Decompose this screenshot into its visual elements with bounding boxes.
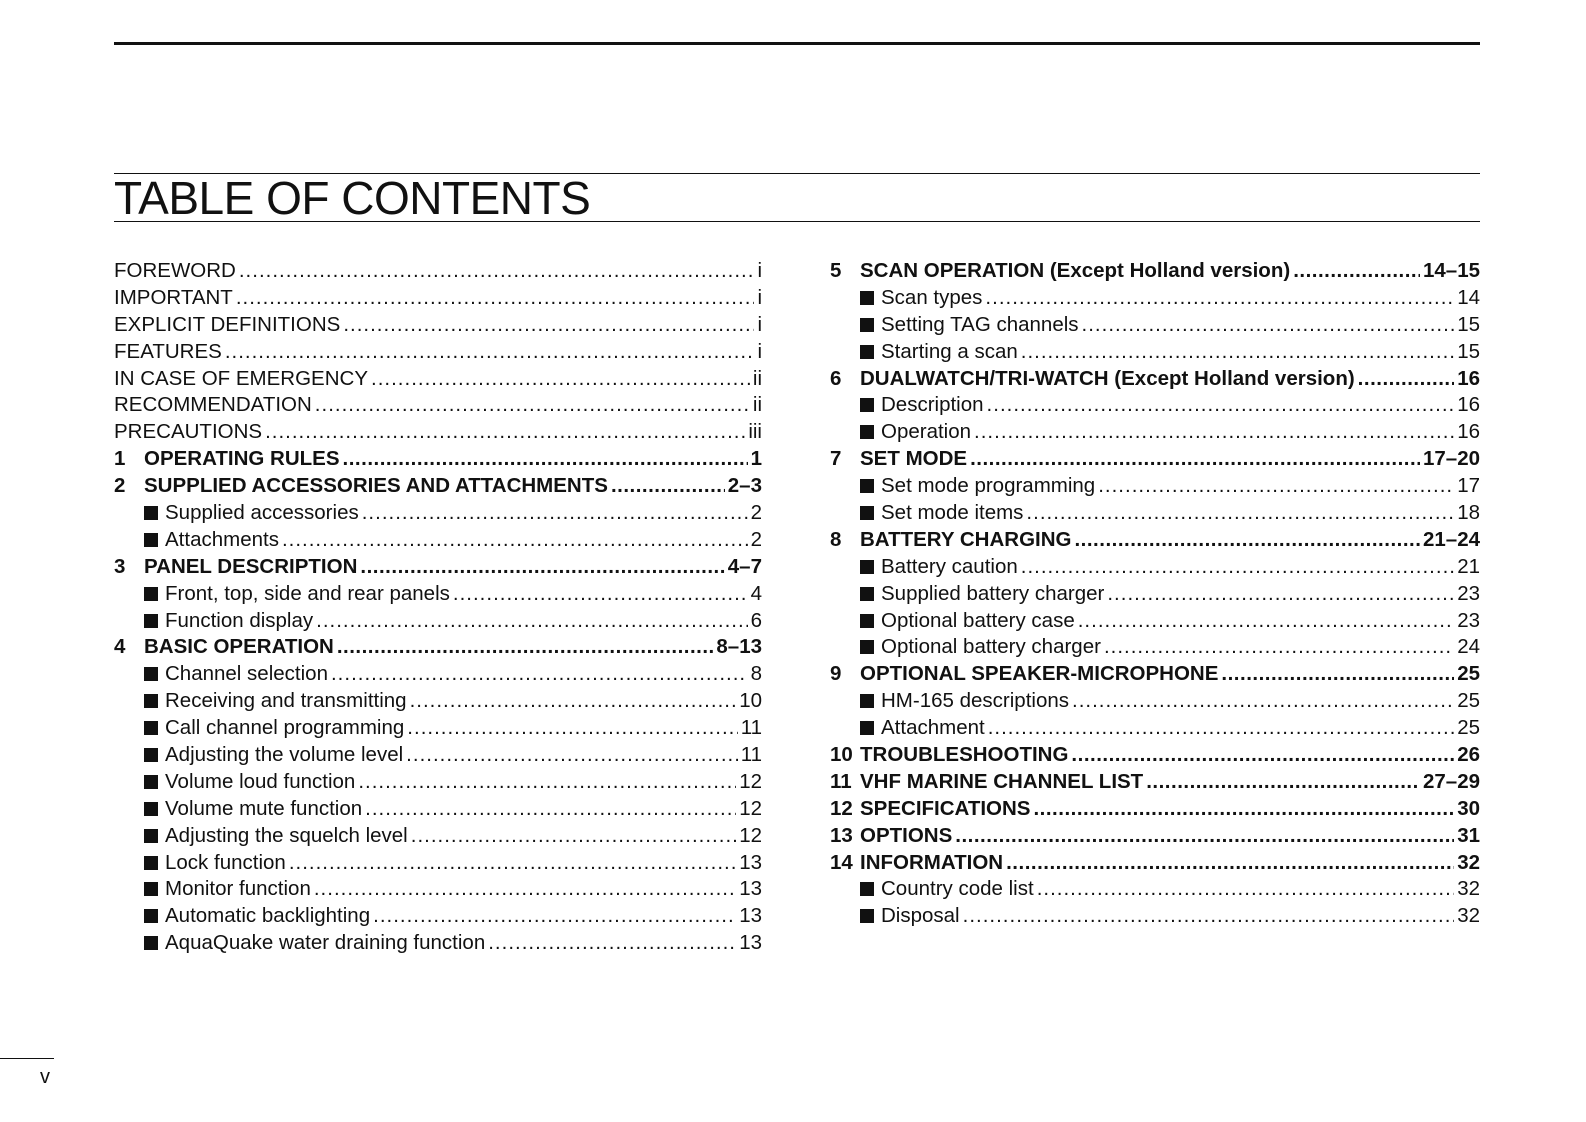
entry-label: Country code list [881, 877, 1034, 901]
page-ref: 17 [1457, 474, 1480, 498]
page-ref: 6 [750, 608, 762, 632]
toc-subentry[interactable] [114, 500, 762, 527]
toc-entry[interactable] [114, 473, 762, 500]
section-number: 10 [830, 743, 853, 767]
toc-entry[interactable] [114, 634, 762, 661]
toc-entry[interactable] [114, 419, 762, 446]
square-bullet-icon [144, 748, 158, 762]
page-ref: 25 [1457, 689, 1480, 713]
toc-entry[interactable] [114, 366, 762, 393]
dot-leader [343, 312, 754, 339]
toc-subentry[interactable] [830, 392, 1480, 419]
entry-label: BASIC OPERATION [144, 635, 334, 659]
square-bullet-icon [144, 936, 158, 950]
square-bullet-icon [860, 694, 874, 708]
toc-subentry[interactable] [114, 742, 762, 769]
dot-leader [1221, 661, 1454, 688]
page-ref: 18 [1457, 501, 1480, 525]
entry-label: OPERATING RULES [144, 447, 340, 471]
entry-label: Supplied accessories [165, 501, 359, 525]
toc-subentry[interactable] [114, 688, 762, 715]
dot-leader [373, 903, 736, 930]
square-bullet-icon [144, 882, 158, 896]
page-ref: 13 [739, 877, 762, 901]
dot-leader [963, 903, 1455, 930]
entry-label: Operation [881, 420, 972, 444]
entry-label: DUALWATCH/TRI-WATCH (Except Holland version) [860, 366, 1355, 390]
page-ref: ii [752, 393, 762, 417]
page-ref: 14 [1457, 285, 1480, 309]
entry-label: PANEL DESCRIPTION [144, 554, 358, 578]
square-bullet-icon [144, 506, 158, 520]
dot-leader [974, 419, 1454, 446]
toc-subentry[interactable] [830, 285, 1480, 312]
toc-subentry[interactable] [830, 688, 1480, 715]
toc-subentry[interactable] [114, 527, 762, 554]
dot-leader [289, 850, 736, 877]
dot-leader [488, 930, 736, 957]
title-rule-bottom [114, 221, 1480, 222]
entry-label: FEATURES [114, 339, 222, 363]
square-bullet-icon [144, 533, 158, 547]
page-ref: 4 [750, 581, 762, 605]
dot-leader [1078, 608, 1454, 635]
toc-entry[interactable] [830, 366, 1480, 393]
entry-label: RECOMMENDATION [114, 393, 312, 417]
page-ref: 16 [1457, 366, 1480, 390]
entry-label: Adjusting the volume level [165, 743, 404, 767]
page-ref: 23 [1457, 608, 1480, 632]
page-ref: 17–20 [1422, 447, 1480, 471]
page-ref: 26 [1457, 743, 1480, 767]
entry-label: TROUBLESHOOTING [860, 743, 1069, 767]
section-number: 14 [830, 850, 853, 874]
square-bullet-icon [860, 882, 874, 896]
toc-subentry[interactable] [830, 876, 1480, 903]
toc-subentry[interactable] [114, 903, 762, 930]
dot-leader [314, 876, 736, 903]
entry-label: Function display [165, 608, 314, 632]
toc-entry[interactable] [114, 285, 762, 312]
square-bullet-icon [144, 909, 158, 923]
dot-leader [1026, 500, 1454, 527]
page-ref: 2 [750, 501, 762, 525]
entry-label: Supplied battery charger [881, 581, 1105, 605]
section-number: 6 [830, 366, 842, 390]
dot-leader [343, 446, 748, 473]
dot-leader [331, 661, 748, 688]
page-title: TABLE OF CONTENTS [114, 172, 591, 224]
page-ref: 32 [1457, 850, 1480, 874]
toc-subentry[interactable] [114, 715, 762, 742]
dot-leader [236, 285, 755, 312]
page-ref: i [757, 339, 762, 363]
dot-leader [406, 742, 738, 769]
toc-entry[interactable] [830, 527, 1480, 554]
toc-subentry[interactable] [830, 634, 1480, 661]
entry-label: Channel selection [165, 662, 328, 686]
dot-leader [358, 769, 736, 796]
toc-entry[interactable] [830, 742, 1480, 769]
page-ref: 10 [739, 689, 762, 713]
page-ref: i [757, 259, 762, 282]
square-bullet-icon [860, 560, 874, 574]
entry-label: FOREWORD [114, 259, 236, 282]
entry-label: EXPLICIT DEFINITIONS [114, 312, 341, 336]
dot-leader [316, 608, 747, 635]
page-ref: 13 [739, 850, 762, 874]
entry-label: Adjusting the squelch level [165, 823, 408, 847]
entry-label: SCAN OPERATION (Except Holland version) [860, 259, 1291, 282]
dot-leader [1104, 634, 1454, 661]
entry-label: INFORMATION [860, 850, 1004, 874]
page-ref: 24 [1457, 635, 1480, 659]
dot-leader [365, 796, 736, 823]
entry-label: OPTIONAL SPEAKER-MICROPHONE [860, 662, 1219, 686]
dot-leader [282, 527, 748, 554]
toc-entry[interactable] [830, 769, 1480, 796]
toc-subentry[interactable] [830, 554, 1480, 581]
dot-leader [1293, 258, 1420, 285]
page-ref: 2 [750, 527, 762, 551]
page-ref: 16 [1457, 393, 1480, 417]
entry-label: Set mode items [881, 501, 1024, 525]
entry-label: Starting a scan [881, 339, 1018, 363]
page-ref: 12 [739, 769, 762, 793]
square-bullet-icon [144, 856, 158, 870]
toc-subentry[interactable] [830, 903, 1480, 930]
square-bullet-icon [860, 640, 874, 654]
entry-label: Volume loud function [165, 769, 356, 793]
entry-label: IN CASE OF EMERGENCY [114, 366, 369, 390]
toc-subentry[interactable] [830, 500, 1480, 527]
dot-leader [955, 823, 1454, 850]
page-number: v [40, 1066, 50, 1088]
entry-label: Optional battery case [881, 608, 1075, 632]
toc-entry[interactable] [114, 554, 762, 581]
page-ref: 8 [750, 662, 762, 686]
square-bullet-icon [144, 694, 158, 708]
page-ref: 31 [1457, 823, 1480, 847]
dot-leader [239, 258, 755, 285]
section-number: 8 [830, 527, 842, 551]
toc-entry[interactable] [114, 312, 762, 339]
toc-subentry[interactable] [830, 312, 1480, 339]
entry-label: SUPPLIED ACCESSORIES AND ATTACHMENTS [144, 474, 608, 498]
dot-leader [1071, 742, 1454, 769]
toc-subentry[interactable] [114, 581, 762, 608]
dot-leader [970, 446, 1420, 473]
toc-entry[interactable] [830, 661, 1480, 688]
page-ref: 12 [739, 796, 762, 820]
dot-leader [611, 473, 725, 500]
page-ref: 13 [739, 931, 762, 955]
entry-label: Call channel programming [165, 716, 405, 740]
section-number: 12 [830, 796, 853, 820]
page-ref: i [757, 285, 762, 309]
dot-leader [337, 634, 714, 661]
square-bullet-icon [860, 291, 874, 305]
toc-subentry[interactable] [114, 608, 762, 635]
entry-label: Scan types [881, 285, 983, 309]
entry-label: Optional battery charger [881, 635, 1101, 659]
square-bullet-icon [144, 587, 158, 601]
square-bullet-icon [860, 345, 874, 359]
dot-leader [1037, 876, 1455, 903]
square-bullet-icon [860, 614, 874, 628]
toc-entry[interactable] [114, 392, 762, 419]
page-ref: 8–13 [716, 635, 762, 659]
square-bullet-icon [144, 667, 158, 681]
page-ref: 14–15 [1422, 259, 1480, 282]
entry-label: VHF MARINE CHANNEL LIST [860, 769, 1144, 793]
square-bullet-icon [860, 506, 874, 520]
dot-leader [1074, 527, 1420, 554]
dot-leader [988, 715, 1454, 742]
entry-label: Receiving and transmitting [165, 689, 407, 713]
toc-entry[interactable] [114, 446, 762, 473]
section-number: 9 [830, 662, 842, 686]
entry-label: OPTIONS [860, 823, 953, 847]
section-number: 4 [114, 635, 126, 659]
page-ref: 32 [1457, 904, 1480, 928]
page-ref: i [757, 312, 762, 336]
toc-subentry[interactable] [114, 769, 762, 796]
toc-subentry[interactable] [830, 581, 1480, 608]
entry-label: Description [881, 393, 984, 417]
entry-label: AquaQuake water draining function [165, 931, 486, 955]
page-ref: 30 [1457, 796, 1480, 820]
page-ref: 25 [1457, 662, 1480, 686]
toc-subentry[interactable] [114, 823, 762, 850]
page-ref: 32 [1457, 877, 1480, 901]
entry-label: Attachment [881, 716, 985, 740]
square-bullet-icon [860, 425, 874, 439]
square-bullet-icon [144, 614, 158, 628]
dot-leader [360, 554, 724, 581]
toc-subentry[interactable] [114, 796, 762, 823]
section-number: 2 [114, 474, 126, 498]
footer-rule [0, 1058, 54, 1059]
square-bullet-icon [860, 479, 874, 493]
toc-entry[interactable] [830, 850, 1480, 877]
dot-leader [453, 581, 748, 608]
square-bullet-icon [144, 802, 158, 816]
square-bullet-icon [860, 587, 874, 601]
dot-leader [1033, 796, 1454, 823]
dot-leader [1021, 339, 1454, 366]
toc-right-column [830, 258, 1480, 930]
entry-label: Attachments [165, 527, 279, 551]
entry-label: SET MODE [860, 447, 968, 471]
page-ref: 4–7 [727, 554, 762, 578]
page-ref: 13 [739, 904, 762, 928]
square-bullet-icon [860, 721, 874, 735]
dot-leader [1072, 688, 1454, 715]
page-ref: 12 [739, 823, 762, 847]
dot-leader [265, 419, 745, 446]
page-ref: 21–24 [1422, 527, 1480, 551]
toc-entry[interactable] [114, 339, 762, 366]
dot-leader [225, 339, 755, 366]
page-ref: 2–3 [727, 474, 762, 498]
dot-leader [1146, 769, 1420, 796]
page-ref: 15 [1457, 339, 1480, 363]
page-ref: 27–29 [1422, 769, 1480, 793]
entry-label: Automatic backlighting [165, 904, 371, 928]
toc-subentry[interactable] [830, 715, 1480, 742]
dot-leader [411, 823, 736, 850]
page-ref: 23 [1457, 581, 1480, 605]
entry-label: PRECAUTIONS [114, 420, 263, 444]
header-rule [114, 42, 1480, 45]
toc-entry[interactable] [830, 823, 1480, 850]
entry-label: BATTERY CHARGING [860, 527, 1072, 551]
page-ref: 11 [740, 716, 762, 740]
square-bullet-icon [144, 721, 158, 735]
square-bullet-icon [860, 909, 874, 923]
entry-label: Volume mute function [165, 796, 363, 820]
page-ref: iii [748, 420, 762, 444]
entry-label: HM-165 descriptions [881, 689, 1069, 713]
section-number: 7 [830, 447, 842, 471]
page-ref: 21 [1457, 554, 1480, 578]
dot-leader [1021, 554, 1454, 581]
toc-subentry[interactable] [114, 850, 762, 877]
toc-subentry[interactable] [114, 661, 762, 688]
square-bullet-icon [860, 398, 874, 412]
dot-leader [407, 715, 737, 742]
entry-label: Lock function [165, 850, 286, 874]
toc-subentry[interactable] [830, 473, 1480, 500]
page-ref: ii [752, 366, 762, 390]
toc-subentry[interactable] [114, 930, 762, 957]
toc-entry[interactable] [114, 258, 762, 285]
toc-subentry[interactable] [830, 419, 1480, 446]
entry-label: Monitor function [165, 877, 311, 901]
entry-label: Battery caution [881, 554, 1018, 578]
toc-subentry[interactable] [830, 608, 1480, 635]
dot-leader [1082, 312, 1455, 339]
dot-leader [371, 366, 750, 393]
dot-leader [1107, 581, 1454, 608]
dot-leader [410, 688, 737, 715]
section-number: 3 [114, 554, 126, 578]
dot-leader [1358, 366, 1455, 393]
square-bullet-icon [144, 829, 158, 843]
entry-label: Disposal [881, 904, 960, 928]
entry-label: SPECIFICATIONS [860, 796, 1031, 820]
entry-label: Setting TAG channels [881, 312, 1079, 336]
entry-label: Set mode programming [881, 474, 1096, 498]
dot-leader [987, 392, 1455, 419]
toc-entry[interactable] [830, 796, 1480, 823]
section-number: 1 [114, 447, 126, 471]
page-ref: 25 [1457, 716, 1480, 740]
section-number: 11 [830, 769, 852, 793]
page-ref: 15 [1457, 312, 1480, 336]
entry-label: IMPORTANT [114, 285, 233, 309]
toc-entry[interactable] [830, 446, 1480, 473]
square-bullet-icon [144, 775, 158, 789]
toc-subentry[interactable] [114, 876, 762, 903]
entry-label: Front, top, side and rear panels [165, 581, 450, 605]
dot-leader [985, 285, 1454, 312]
section-number: 5 [830, 259, 842, 282]
section-number: 13 [830, 823, 853, 847]
dot-leader [315, 392, 750, 419]
page-ref: 16 [1457, 420, 1480, 444]
toc-subentry[interactable] [830, 339, 1480, 366]
square-bullet-icon [860, 318, 874, 332]
page-ref: 11 [740, 743, 762, 767]
page-ref: 1 [750, 447, 762, 471]
toc-entry[interactable] [830, 258, 1480, 285]
dot-leader [1006, 850, 1454, 877]
toc-left-column [114, 258, 762, 957]
dot-leader [362, 500, 748, 527]
dot-leader [1098, 473, 1454, 500]
